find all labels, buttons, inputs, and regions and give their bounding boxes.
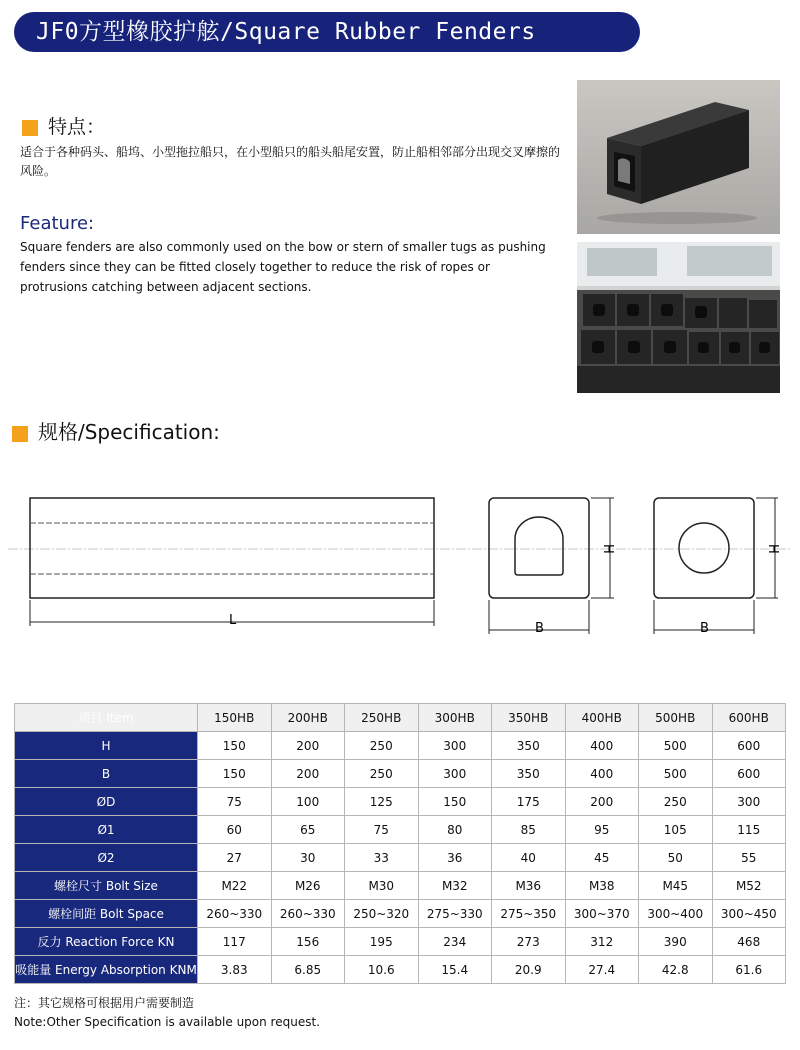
table-cell: 400 bbox=[565, 760, 639, 788]
row-label: 螺栓间距 Bolt Space bbox=[15, 900, 198, 928]
table-cell: 30 bbox=[271, 844, 345, 872]
table-cell: 275~330 bbox=[418, 900, 492, 928]
table-cell: M32 bbox=[418, 872, 492, 900]
table-cell: 150 bbox=[198, 732, 272, 760]
row-label: Ø2 bbox=[15, 844, 198, 872]
table-cell: 312 bbox=[565, 928, 639, 956]
table-cell: 85 bbox=[492, 816, 566, 844]
table-cell: 195 bbox=[345, 928, 419, 956]
page-title-banner: JF0方型橡胶护舷/Square Rubber Fenders bbox=[14, 12, 640, 52]
bullet-square-icon bbox=[22, 120, 38, 136]
table-cell: 156 bbox=[271, 928, 345, 956]
table-cell: 33 bbox=[345, 844, 419, 872]
table-cell: 250 bbox=[639, 788, 713, 816]
row-label: B bbox=[15, 760, 198, 788]
table-cell: 6.85 bbox=[271, 956, 345, 984]
table-cell: 250 bbox=[345, 760, 419, 788]
table-cell: 500 bbox=[639, 732, 713, 760]
table-cell: 150 bbox=[198, 760, 272, 788]
table-cell: 75 bbox=[198, 788, 272, 816]
table-row bbox=[15, 844, 786, 872]
product-photo-warehouse bbox=[577, 242, 780, 393]
table-cell: 175 bbox=[492, 788, 566, 816]
features-heading-cn-text: 特点： bbox=[48, 116, 106, 138]
features-text-en: Square fenders are also commonly used on the bow or stern of smaller tugs as pushing fenders since they can be fitted closely together to reduce the risk of ropes or protrusions catching between adjacent sections. bbox=[20, 240, 546, 294]
features-heading-cn bbox=[22, 116, 105, 138]
table-header-label: 项目 Item bbox=[15, 704, 198, 732]
table-cell: 300~400 bbox=[639, 900, 713, 928]
table-cell: 273 bbox=[492, 928, 566, 956]
table-cell: 100 bbox=[271, 788, 345, 816]
model-cell: 150HB bbox=[198, 704, 272, 732]
table-cell: 300~450 bbox=[712, 900, 786, 928]
table-cell: M36 bbox=[492, 872, 566, 900]
features-heading-en: Feature: bbox=[20, 213, 95, 234]
row-label: H bbox=[15, 732, 198, 760]
table-row bbox=[15, 732, 786, 760]
specification-heading bbox=[12, 416, 220, 445]
row-label: 吸能量 Energy Absorption KNM bbox=[15, 956, 198, 984]
table-cell: 500 bbox=[639, 760, 713, 788]
table-cell: 234 bbox=[418, 928, 492, 956]
row-label: 反力 Reaction Force KN bbox=[15, 928, 198, 956]
table-cell: 468 bbox=[712, 928, 786, 956]
note-en: Note:Other Specification is available upon request. bbox=[14, 1015, 320, 1029]
table-cell: 350 bbox=[492, 760, 566, 788]
width-label-2: B bbox=[700, 621, 709, 636]
table-cell: 61.6 bbox=[712, 956, 786, 984]
table-cell: 200 bbox=[565, 788, 639, 816]
table-cell: M45 bbox=[639, 872, 713, 900]
table-cell: 350 bbox=[492, 732, 566, 760]
table-cell: 300 bbox=[418, 732, 492, 760]
model-cell: 500HB bbox=[639, 704, 713, 732]
table-row bbox=[15, 928, 786, 956]
table-cell: 42.8 bbox=[639, 956, 713, 984]
table-cell: 105 bbox=[639, 816, 713, 844]
table-cell: 250~320 bbox=[345, 900, 419, 928]
length-label: L bbox=[229, 613, 237, 628]
table-cell: 27 bbox=[198, 844, 272, 872]
model-cell: 350HB bbox=[492, 704, 566, 732]
model-cell: 200HB bbox=[271, 704, 345, 732]
height-label-1: H bbox=[600, 544, 615, 554]
row-label: 螺栓尺寸 Bolt Size bbox=[15, 872, 198, 900]
side-view-drawing bbox=[30, 498, 434, 626]
table-cell: 125 bbox=[345, 788, 419, 816]
table-cell: 20.9 bbox=[492, 956, 566, 984]
model-cell: 250HB bbox=[345, 704, 419, 732]
table-header-row bbox=[15, 704, 786, 732]
table-cell: 15.4 bbox=[418, 956, 492, 984]
table-cell: 36 bbox=[418, 844, 492, 872]
round-bore-section-drawing bbox=[654, 498, 778, 634]
table-cell: M38 bbox=[565, 872, 639, 900]
table-cell: 600 bbox=[712, 760, 786, 788]
note-cn: 注：其它规格可根据用户需要制造 bbox=[14, 996, 195, 1010]
table-cell: 390 bbox=[639, 928, 713, 956]
table-row bbox=[15, 956, 786, 984]
table-cell: 27.4 bbox=[565, 956, 639, 984]
model-cell: 400HB bbox=[565, 704, 639, 732]
table-row bbox=[15, 872, 786, 900]
table-cell: 200 bbox=[271, 732, 345, 760]
table-row bbox=[15, 788, 786, 816]
technical-drawing bbox=[0, 482, 800, 642]
model-cell: 300HB bbox=[418, 704, 492, 732]
table-cell: M30 bbox=[345, 872, 419, 900]
table-cell: 45 bbox=[565, 844, 639, 872]
d-bore-section-drawing bbox=[489, 498, 614, 634]
table-cell: 200 bbox=[271, 760, 345, 788]
width-label-1: B bbox=[535, 621, 544, 636]
table-cell: M22 bbox=[198, 872, 272, 900]
table-cell: 150 bbox=[418, 788, 492, 816]
specification-table bbox=[14, 703, 786, 984]
features-text-cn: 适合于各种码头、船坞、小型拖拉船只，在小型船只的船头船尾安置，防止船相邻部分出现交叉摩擦的风险。 bbox=[20, 145, 561, 178]
table-cell: 65 bbox=[271, 816, 345, 844]
table-cell: 40 bbox=[492, 844, 566, 872]
table-cell: 300 bbox=[418, 760, 492, 788]
table-cell: 400 bbox=[565, 732, 639, 760]
table-cell: 260~330 bbox=[198, 900, 272, 928]
table-cell: 3.83 bbox=[198, 956, 272, 984]
table-cell: 275~350 bbox=[492, 900, 566, 928]
table-cell: 50 bbox=[639, 844, 713, 872]
table-cell: 55 bbox=[712, 844, 786, 872]
table-cell: 300 bbox=[712, 788, 786, 816]
table-cell: M26 bbox=[271, 872, 345, 900]
table-row bbox=[15, 760, 786, 788]
table-cell: 80 bbox=[418, 816, 492, 844]
product-photo-fender bbox=[577, 80, 780, 234]
table-cell: 95 bbox=[565, 816, 639, 844]
bullet-square-icon bbox=[12, 426, 28, 442]
table-cell: M52 bbox=[712, 872, 786, 900]
table-cell: 117 bbox=[198, 928, 272, 956]
height-label-2: H bbox=[765, 544, 780, 554]
table-cell: 250 bbox=[345, 732, 419, 760]
table-cell: 300~370 bbox=[565, 900, 639, 928]
table-cell: 75 bbox=[345, 816, 419, 844]
row-label: ØD bbox=[15, 788, 198, 816]
row-label: Ø1 bbox=[15, 816, 198, 844]
specification-heading-text: 规格/Specification: bbox=[38, 420, 220, 444]
model-cell: 600HB bbox=[712, 704, 786, 732]
table-row bbox=[15, 900, 786, 928]
table-row bbox=[15, 816, 786, 844]
table-cell: 10.6 bbox=[345, 956, 419, 984]
table-cell: 60 bbox=[198, 816, 272, 844]
table-cell: 260~330 bbox=[271, 900, 345, 928]
table-cell: 600 bbox=[712, 732, 786, 760]
table-cell: 115 bbox=[712, 816, 786, 844]
